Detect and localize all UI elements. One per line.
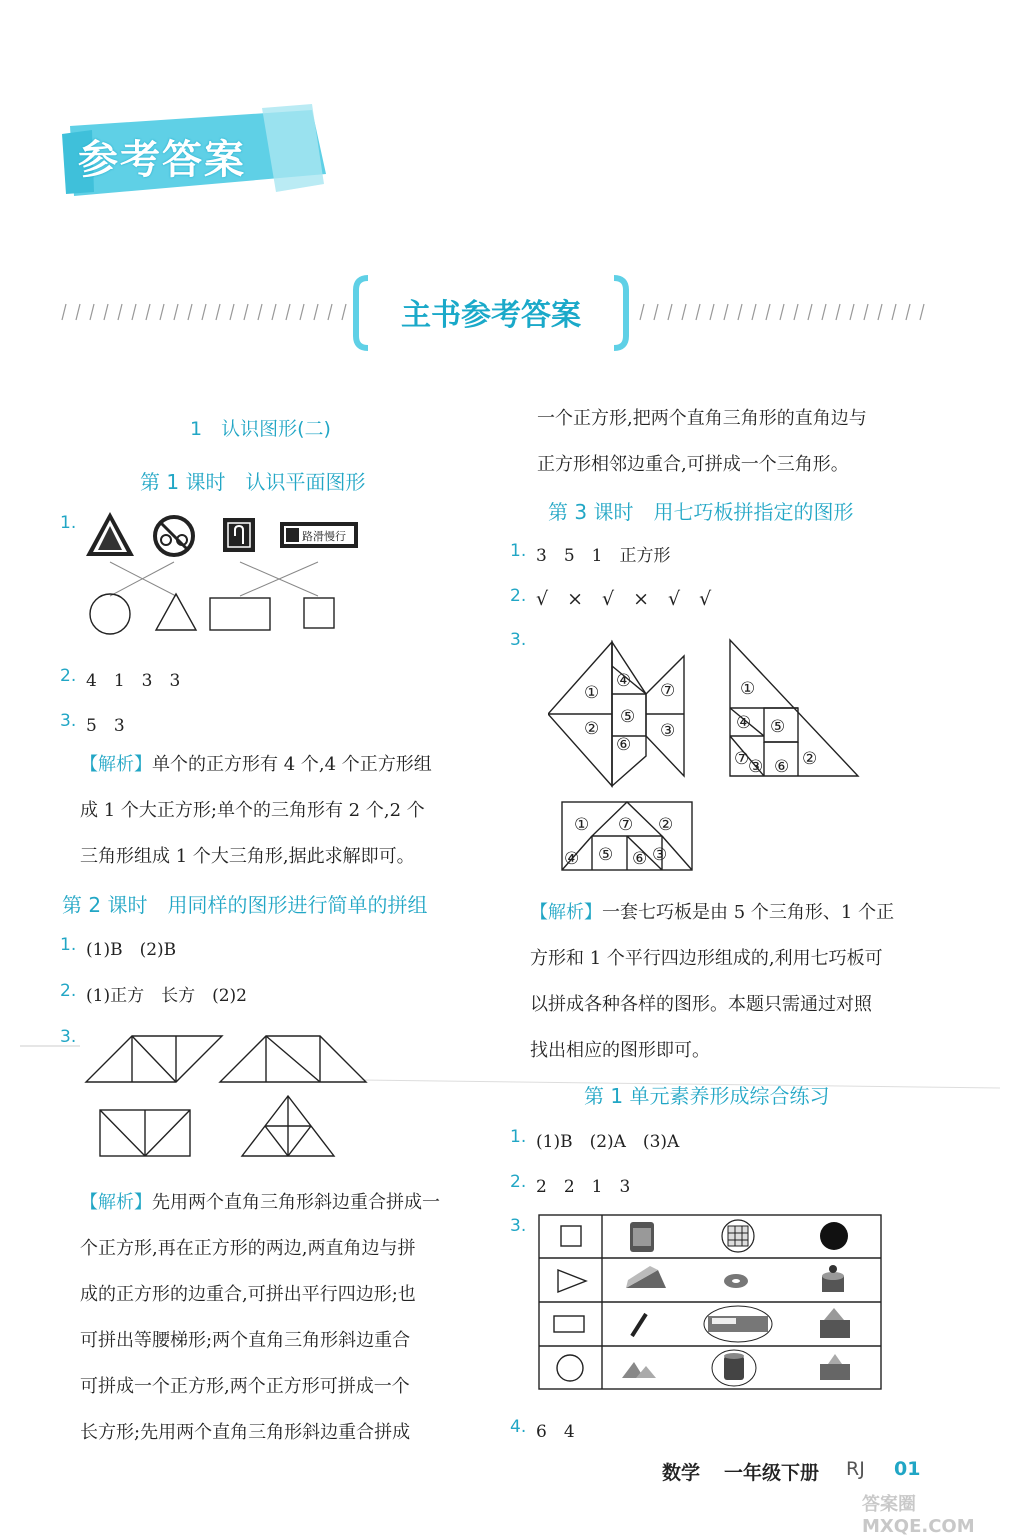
analysis-line: 成 1 个大正方形;单个的三角形有 2 个,2 个 <box>80 800 425 821</box>
tangram-label: ⑤ <box>598 845 614 865</box>
triangle-shape <box>156 594 196 630</box>
jar-icon <box>630 1222 654 1252</box>
no-bicycle-sign-icon <box>155 517 193 555</box>
u-q3-number: 3. <box>510 1216 527 1236</box>
tangram-label: ⑦ <box>618 815 634 835</box>
analysis-line: 三角形组成 1 个大三角形,据此求解即可。 <box>80 846 415 867</box>
analysis-line: 个正方形,再在正方形的两边,两直角边与拼 <box>80 1238 416 1259</box>
square-shape <box>304 598 334 628</box>
triangle-icon <box>558 1270 586 1292</box>
l2-analysis <box>80 1180 440 1456</box>
u-turn-sign-icon <box>223 518 255 552</box>
tangram-label: ⑤ <box>620 707 636 727</box>
lesson2-title: 第 2 课时 用同样的图形进行简单的拼组 <box>62 893 428 917</box>
footer-edition: RJ <box>846 1458 865 1480</box>
slippery-road-sign-icon <box>280 522 358 548</box>
l3-q2-answer: √ × √ × √ √ <box>536 588 712 610</box>
l1-q2-answer: 4 1 3 3 <box>86 671 181 691</box>
l3-analysis <box>530 890 894 1074</box>
l3-q3-number: 3. <box>510 630 527 650</box>
tangram-label: ④ <box>736 713 752 733</box>
sign-text: 路滑慢行 <box>302 530 346 543</box>
cont-line: 正方形相邻边重合,可拼成一个三角形。 <box>537 454 849 475</box>
cake-icon <box>822 1265 844 1292</box>
u-q2-answer: 2 2 1 3 <box>536 1177 631 1197</box>
r-continuation <box>537 396 867 488</box>
u-q3-table <box>538 1214 884 1392</box>
gift-box-icon <box>820 1354 850 1380</box>
tangram-label: ⑥ <box>616 735 632 755</box>
l2-q2-number: 2. <box>60 981 77 1001</box>
l2-q1-number: 1. <box>60 935 77 955</box>
tangram-label: ④ <box>564 849 580 869</box>
rubiks-cube-icon <box>722 1220 754 1252</box>
l3-q1-number: 1. <box>510 541 527 561</box>
footer-subject: 数学 <box>662 1462 701 1484</box>
analysis-line: 成的正方形的边重合,可拼出平行四边形;也 <box>80 1284 416 1305</box>
tangram-label: ② <box>658 815 674 835</box>
ball-icon <box>820 1222 848 1250</box>
cup-icon <box>712 1350 756 1386</box>
l1-q2-number: 2. <box>60 666 77 686</box>
unit-title: 第 1 单元素养形成综合练习 <box>584 1084 830 1108</box>
l1-q1-number: 1. <box>60 513 77 533</box>
analysis-tag: 【解析】 <box>80 1192 152 1213</box>
u-q4-answer: 6 4 <box>536 1422 575 1442</box>
donut-icon <box>724 1274 748 1288</box>
analysis-line: 以拼成各种各样的图形。本题只需通过对照 <box>530 994 872 1015</box>
tangram-label: ④ <box>616 671 632 691</box>
section-subtitle: 主书参考答案 <box>401 298 581 333</box>
analysis-tag: 【解析】 <box>530 902 602 923</box>
page-number: 01 <box>894 1458 921 1480</box>
tangram-label: ② <box>802 749 818 769</box>
tangram-label: ① <box>584 683 600 703</box>
lesson1-title: 第 1 课时 认识平面图形 <box>140 470 366 494</box>
footer-grade: 一年级下册 <box>724 1462 820 1484</box>
l2-q2-answer: (1)正方 长方 (2)2 <box>86 986 247 1006</box>
tangram-label: ⑥ <box>632 849 648 869</box>
tissue-box-icon <box>820 1308 850 1338</box>
pencil-box-icon <box>704 1306 772 1342</box>
u-q2-number: 2. <box>510 1172 527 1192</box>
tangram-label: ③ <box>660 721 676 741</box>
u-q1-number: 1. <box>510 1127 527 1147</box>
l1-q3-answer: 5 3 <box>86 716 125 736</box>
tangram-label: ① <box>740 679 756 699</box>
analysis-tag: 【解析】 <box>80 754 152 775</box>
analysis-line: 【解析】一套七巧板是由 5 个三角形、1 个正 <box>530 902 895 923</box>
square-icon <box>561 1226 581 1246</box>
lesson3-title: 第 3 课时 用七巧板拼指定的图形 <box>548 500 854 524</box>
divider-right <box>636 302 926 322</box>
l1-analysis <box>80 742 432 880</box>
analysis-line: 方形和 1 个平行四边形组成的,利用七巧板可 <box>530 948 883 969</box>
analysis-line: 找出相应的图形即可。 <box>530 1040 710 1061</box>
mountain-icon <box>622 1362 656 1378</box>
chapter-title: 1 认识图形(二) <box>190 418 331 440</box>
tangram-label: ⑦ <box>660 681 676 701</box>
watermark: 答案圈 MXQE.COM <box>862 1494 975 1537</box>
tangram-label: ⑥ <box>774 757 790 777</box>
l1-q3-number: 3. <box>60 711 77 731</box>
rectangle-icon <box>554 1316 584 1332</box>
circle-icon <box>557 1355 583 1381</box>
divider-left <box>58 302 348 322</box>
tangram-label: ⑤ <box>770 717 786 737</box>
cake-slice-icon <box>626 1266 666 1288</box>
analysis-line: 长方形;先用两个直角三角形斜边重合拼成 <box>80 1422 411 1443</box>
l3-q1-answer: 3 5 1 正方形 <box>536 546 671 566</box>
u-q1-answer: (1)B (2)A (3)A <box>536 1132 680 1152</box>
analysis-line: 【解析】先用两个直角三角形斜边重合拼成一 <box>80 1192 440 1213</box>
l1-q1-matching-figure <box>80 508 380 640</box>
l2-q1-answer: (1)B (2)B <box>86 940 177 960</box>
tangram-figures <box>548 636 862 874</box>
tangram-label: ③ <box>652 845 668 865</box>
analysis-line: 【解析】单个的正方形有 4 个,4 个正方形组 <box>80 754 432 775</box>
banner-title: 参考答案 <box>78 137 246 183</box>
rectangle-shape <box>210 598 270 630</box>
tangram-label: ② <box>584 719 600 739</box>
analysis-line: 可拼出等腰梯形;两个直角三角形斜边重合 <box>80 1330 411 1351</box>
cont-line: 一个正方形,把两个直角三角形的直角边与 <box>537 408 867 429</box>
l2-q3-number: 3. <box>60 1027 77 1047</box>
l3-q2-number: 2. <box>510 586 527 606</box>
tangram-label: ① <box>574 815 590 835</box>
warning-sign-icon <box>86 512 134 556</box>
analysis-line: 可拼成一个正方形,两个正方形可拼成一个 <box>80 1376 410 1397</box>
pencil-icon <box>632 1314 646 1336</box>
tangram-label: ③ <box>748 757 764 777</box>
tangram-label: ⑦ <box>734 749 750 769</box>
u-q4-number: 4. <box>510 1417 527 1437</box>
circle-shape <box>90 594 130 634</box>
